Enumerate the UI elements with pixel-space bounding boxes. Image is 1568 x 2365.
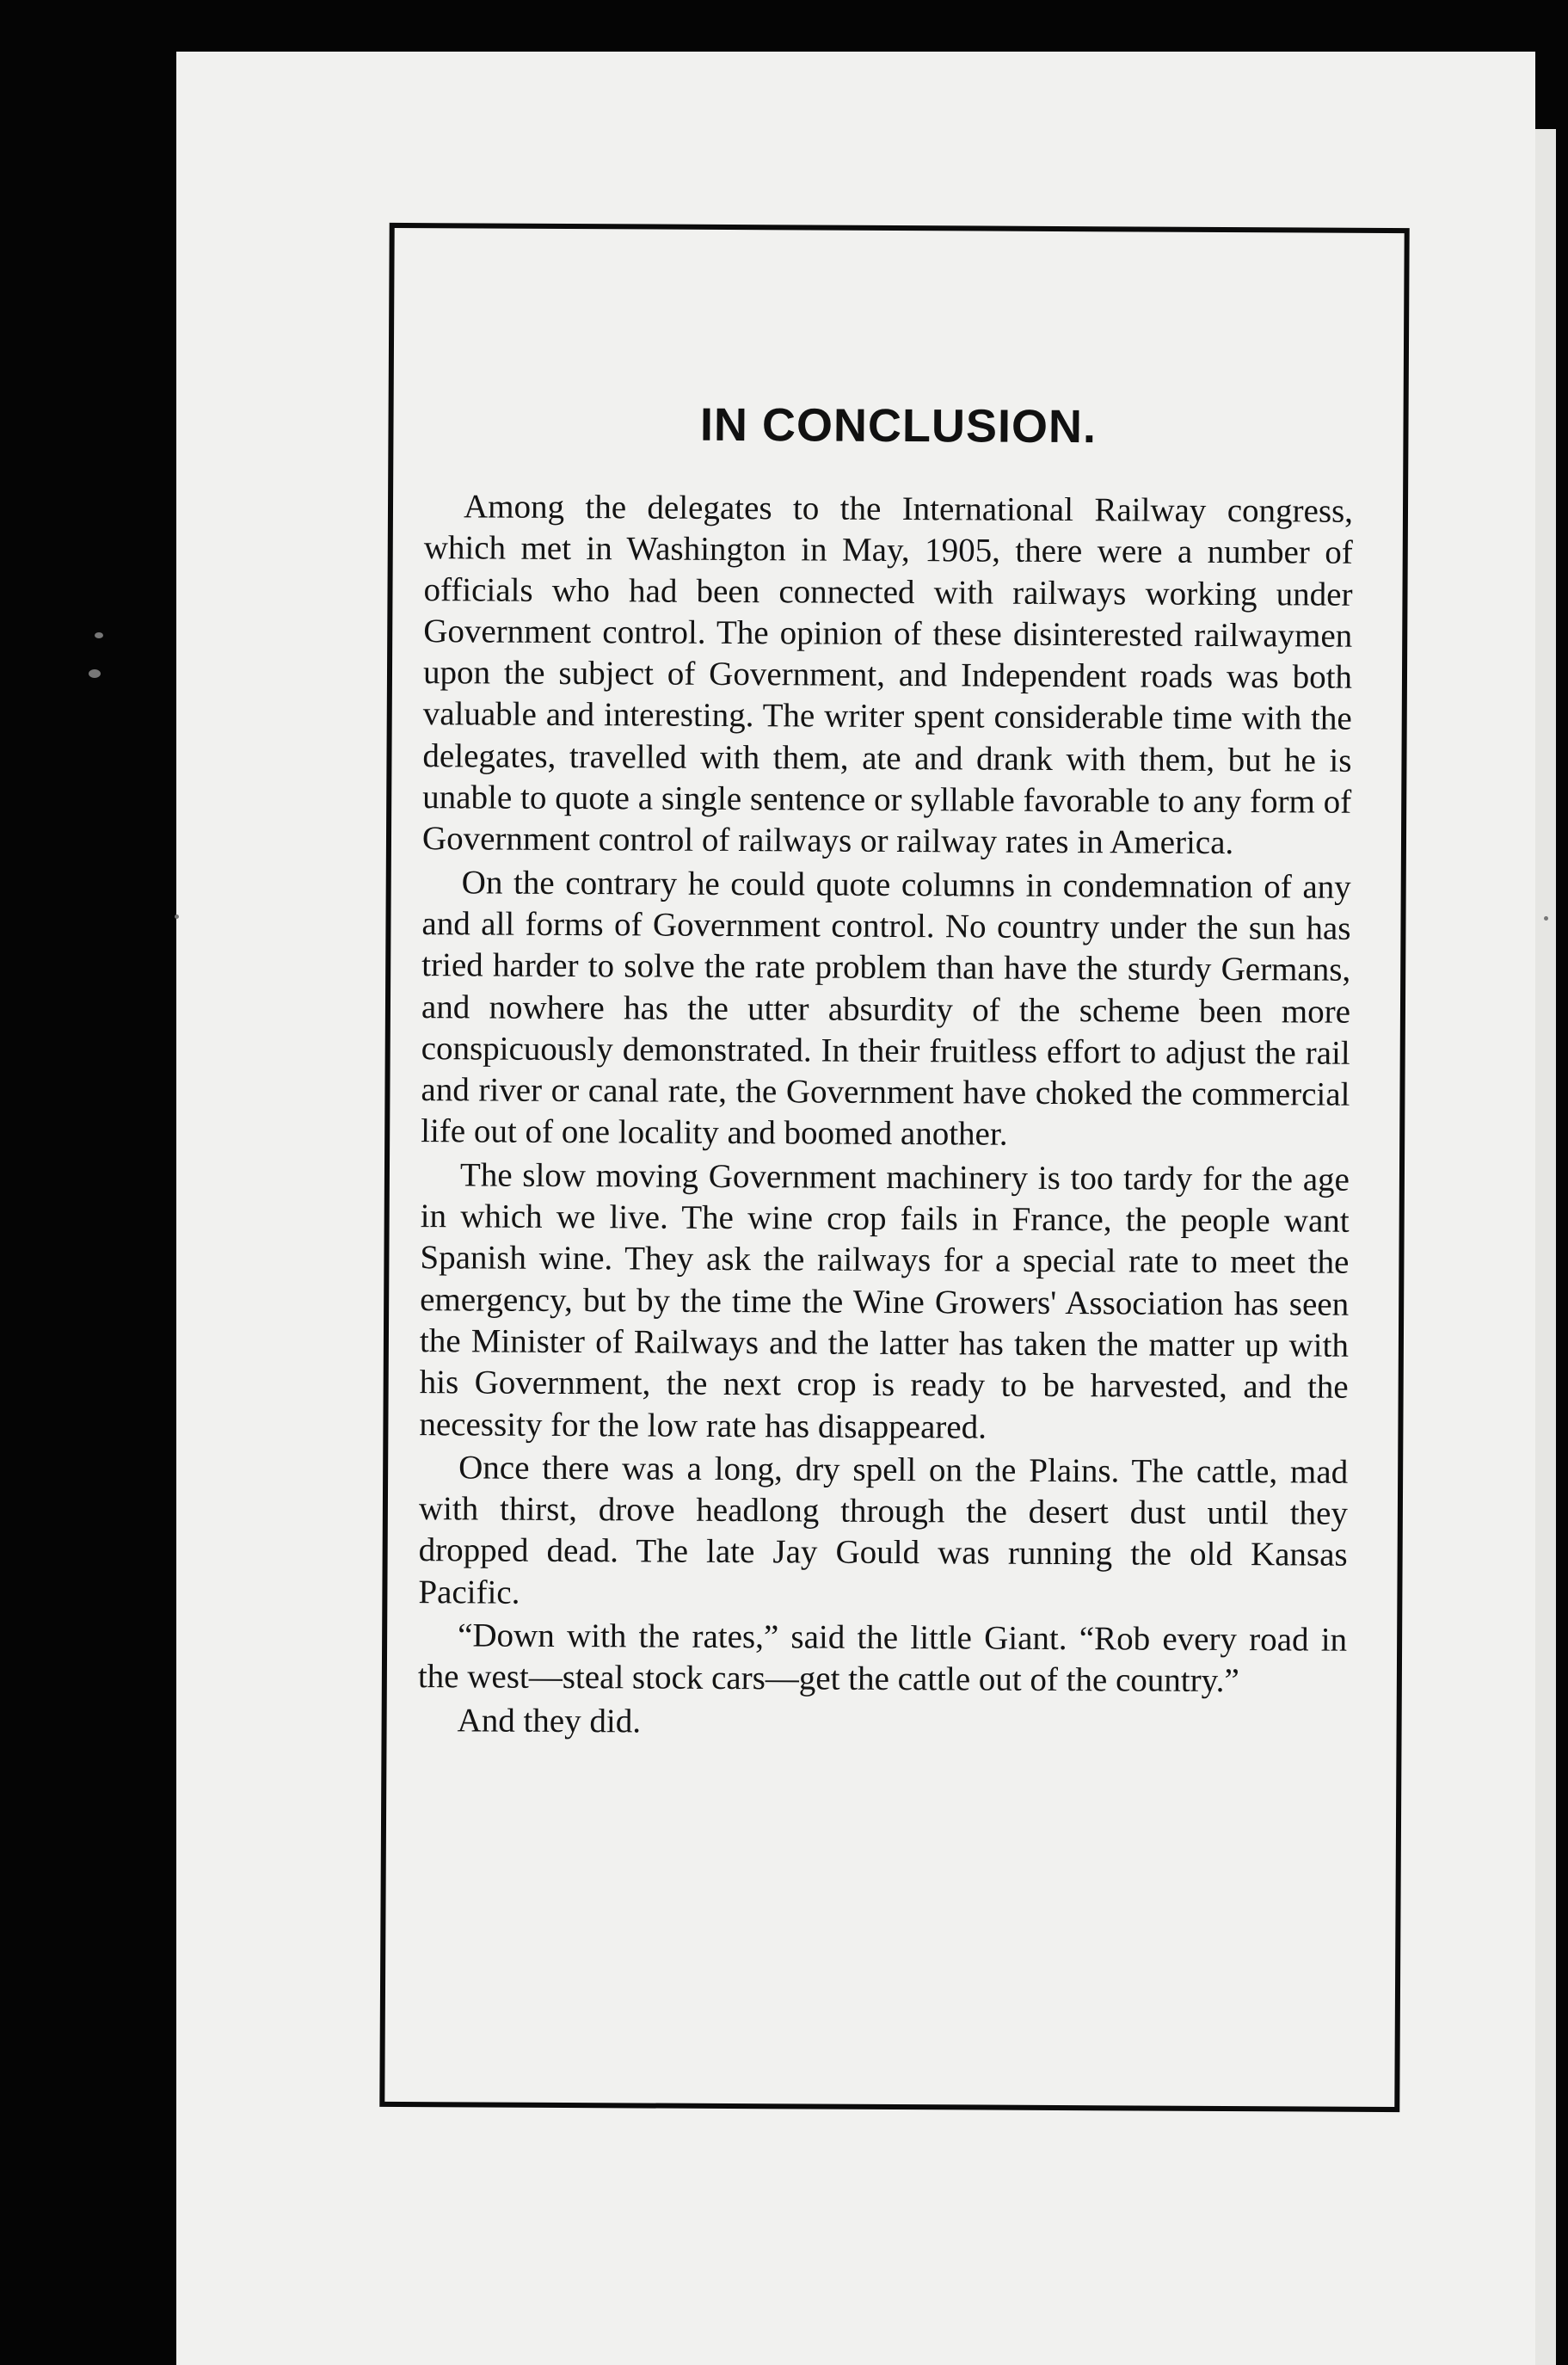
- bordered-text-box: [379, 223, 1409, 2112]
- page-title: IN CONCLUSION.: [699, 398, 1098, 453]
- paragraph: Among the delegates to the International Railway congress, which met in Washington in May, 1905, there were a number of officials who had been connected with railways working under Government control. The opinion of these disinterested railwaymen upon the subject of Government, and Independent roads was both valuable and interesting. The writer spent considerable time with the delegates, travelled with them, ate and drank with them, but he is unable to quote a single sentence or syllable favorable to any form of Government control of railways or railway rates in America.: [421, 488, 1354, 862]
- page-edge: [1535, 129, 1556, 2365]
- paragraph: The slow moving Government machinery is too tardy for the age in which we live. The wine crop fails in France, the people want Spanish wine. They ask the railways for a special rate to meet the emergency, but by the time the Wine Growers' Association has seen the Minister of Railways and the latter has taken the matter up with his Government, the next crop is ready to be harvested, and the necessity for the low rate has disappeared.: [419, 1156, 1350, 1446]
- paragraph: Once there was a long, dry spell on the Plains. The cattle, mad with thirst, drove headlong through the desert dust until they dropped dead. The late Jay Gould was running the old Kansas Pacific.: [418, 1449, 1349, 1611]
- scan-speck: [175, 915, 179, 919]
- scan-speck: [1544, 916, 1548, 921]
- scan-speck: [95, 632, 103, 638]
- paragraph: On the contrary he could quote columns in condemnation of any and all forms of Government control. No country under the sun has tried harder to solve the rate problem than have the sturdy Germans, and nowhere has the utter absurdity of the scheme been more conspicuously demonstrated. In their fruitless effort to adjust the rail and river or canal rate, the Government have choked the commercial life out of one locality and boomed another.: [421, 864, 1351, 1154]
- paragraph: And they did.: [457, 1701, 642, 1740]
- body-text: [417, 486, 1353, 1748]
- paragraph: “Down with the rates,” said the little Giant. “Rob every road in the west—steal stock cars—get the cattle out of the country.”: [417, 1617, 1348, 1700]
- scan-speck: [89, 669, 101, 678]
